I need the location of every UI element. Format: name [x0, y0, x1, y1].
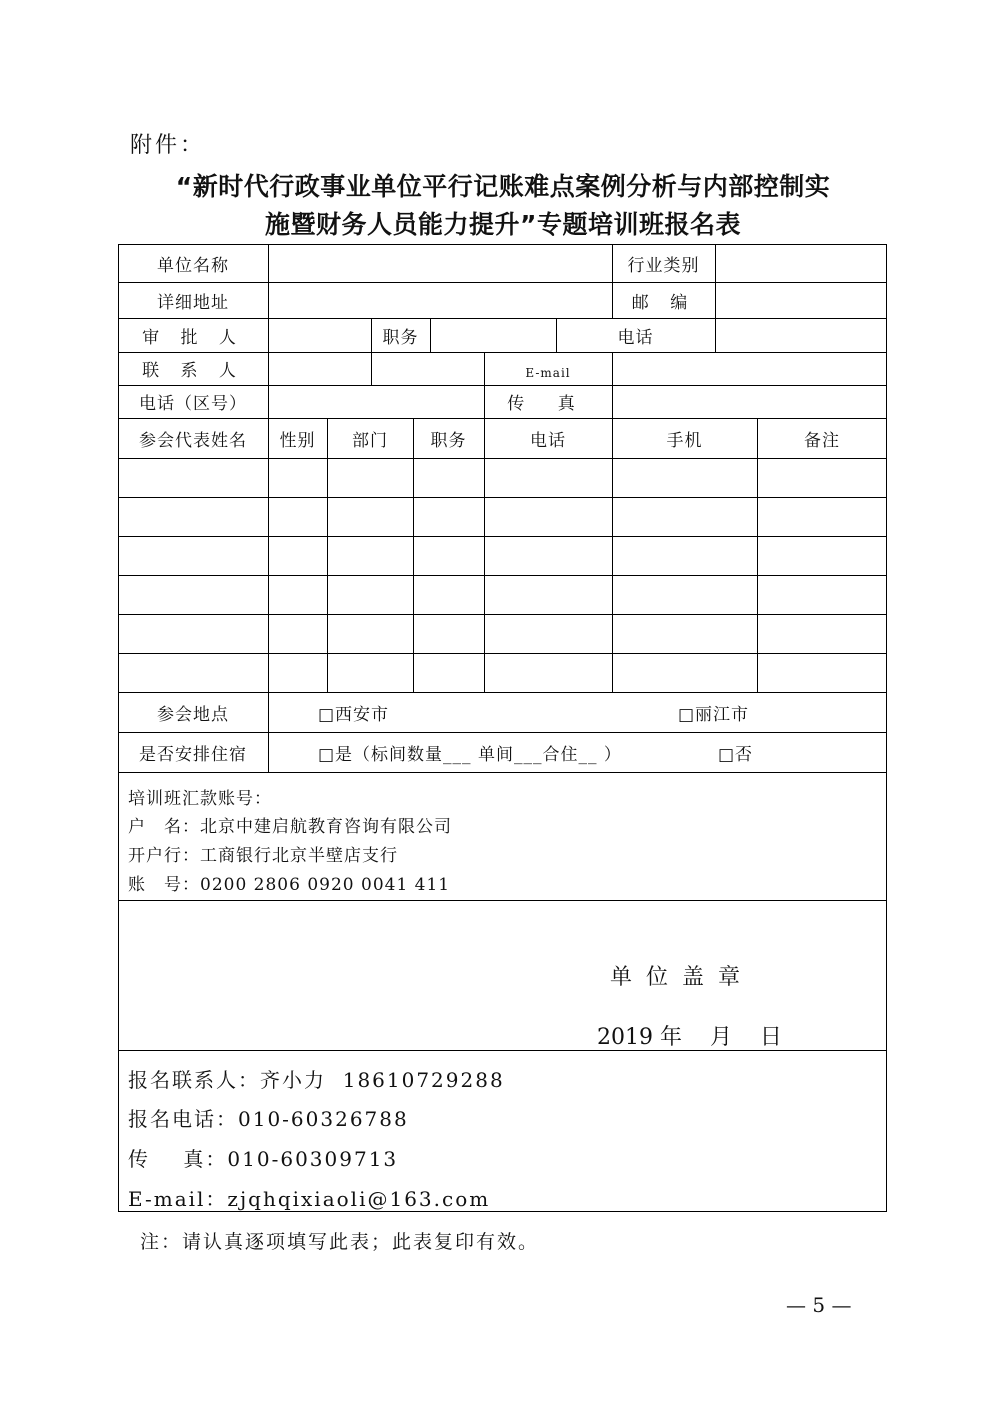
- form-title-line2: 施暨财务人员能力提升”专题培训班报名表: [265, 210, 741, 239]
- approver-phone-label: 电话: [617, 327, 654, 348]
- bank-account-number: 账 号：0200 2806 0920 0041 411: [128, 875, 451, 895]
- phone-area-field[interactable]: [269, 385, 484, 418]
- bank-title: 培训班汇款账号：: [128, 789, 272, 809]
- industry-label: 行业类别: [627, 255, 700, 276]
- email-label: E-mail: [525, 365, 571, 380]
- bank-name: 开户行：工商银行北京半壁店支行: [128, 846, 398, 866]
- col-header-name: 参会代表姓名: [139, 430, 247, 451]
- lodging-no-checkbox[interactable]: □否: [718, 744, 754, 765]
- registration-phone: 报名电话：010-60326788: [128, 1107, 409, 1131]
- form-title-line1: “新时代行政事业单位平行记账难点案例分析与内部控制实: [175, 172, 831, 201]
- postcode-field[interactable]: [716, 282, 886, 318]
- fax-field[interactable]: [613, 385, 886, 418]
- contact-person-field[interactable]: [269, 352, 484, 385]
- registration-contact-person: 报名联系人：齐小力 18610729288: [128, 1068, 505, 1092]
- venue-lijiang-checkbox[interactable]: □丽江市: [678, 704, 750, 725]
- unit-name-label: 单位名称: [157, 255, 229, 276]
- seal-date: 2019 年 月 日: [597, 1025, 782, 1050]
- phone-area-label: 电话（区号）: [139, 394, 247, 414]
- row-divider: [118, 900, 887, 901]
- attachment-label: 附件：: [130, 133, 206, 158]
- address-field[interactable]: [269, 282, 612, 318]
- attendee-row[interactable]: [119, 498, 886, 536]
- col-header-gender: 性别: [279, 430, 316, 451]
- attendee-row[interactable]: [119, 459, 886, 497]
- col-header-department: 部门: [352, 430, 388, 451]
- address-label: 详细地址: [157, 292, 229, 313]
- bank-account-name: 户 名：北京中建启航教育咨询有限公司: [128, 817, 452, 837]
- attendee-row[interactable]: [119, 615, 886, 653]
- row-divider: [118, 772, 887, 773]
- lodging-label: 是否安排住宿: [139, 744, 247, 765]
- form-note: 注：请认真逐项填写此表；此表复印有效。: [140, 1231, 540, 1253]
- attendee-row[interactable]: [119, 654, 886, 692]
- page-number: — 5 —: [786, 1293, 852, 1317]
- registration-email: E-mail：zjqhqixiaoli@163.com: [128, 1187, 491, 1211]
- attendee-row[interactable]: [119, 537, 886, 575]
- registration-fax: 传 真：010-60309713: [128, 1147, 399, 1171]
- col-header-remarks: 备注: [804, 430, 840, 451]
- approver-position-label: 职务: [382, 327, 419, 348]
- approver-field[interactable]: [269, 318, 371, 352]
- venue-xian-checkbox[interactable]: □西安市: [318, 704, 390, 725]
- lodging-yes-checkbox[interactable]: □是（标间数量___ 单间___合住__ ）: [318, 744, 622, 765]
- unit-name-field[interactable]: [269, 244, 612, 282]
- fax-label: 传 真: [507, 394, 589, 414]
- approver-label: 审 批 人: [142, 327, 244, 348]
- industry-field[interactable]: [716, 244, 886, 282]
- contact-person-label: 联 系 人: [142, 361, 244, 381]
- col-header-position: 职务: [430, 430, 467, 451]
- postcode-label: 邮 编: [631, 292, 696, 313]
- attendee-row[interactable]: [119, 576, 886, 614]
- approver-position-field[interactable]: [431, 318, 556, 352]
- approver-phone-field[interactable]: [716, 318, 886, 352]
- unit-seal-label: 单位盖章: [610, 965, 755, 990]
- venue-label: 参会地点: [157, 704, 229, 725]
- col-header-phone: 电话: [530, 430, 566, 451]
- col-header-mobile: 手机: [666, 430, 703, 451]
- email-field[interactable]: [613, 352, 886, 385]
